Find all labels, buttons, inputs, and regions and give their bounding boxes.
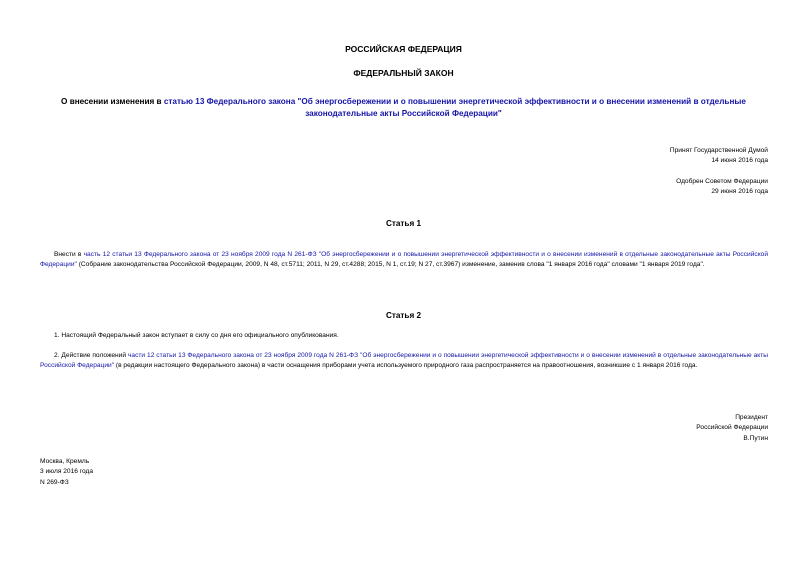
duma-adoption-date: 14 июня 2016 года (711, 157, 768, 165)
council-approval-date: 29 июня 2016 года (711, 188, 768, 196)
signature-title2: Российской Федерации (696, 424, 768, 432)
law-kind-heading: ФЕДЕРАЛЬНЫЙ ЗАКОН (353, 68, 454, 78)
law-title-link[interactable]: статью 13 Федерального закона "Об энергосбережении и о повышении энергетической эффективности и о внесении изменений в отдельные законодательные акты Российской Федерации" (163, 97, 746, 118)
signature-title1: Президент (735, 414, 768, 421)
footer-number: N 269-ФЗ (40, 478, 69, 486)
article1-text-before: Внести в (54, 251, 84, 258)
duma-adoption (670, 146, 768, 167)
article2-para2-after: (в редакции настоящего Федерального закона) в части оснащения приборами учета используемого природного газа распространяется на правоотношения, возникшие с 1 января 2016 года. (114, 362, 698, 370)
article2-para2-before: 2. Действие положений (54, 352, 128, 359)
country-heading: РОССИЙСКАЯ ФЕДЕРАЦИЯ (345, 44, 462, 54)
article1-link[interactable]: часть 12 статьи 13 Федерального закона от 23 ноября 2009 года N 261-ФЗ "Об энергосбережении и о повышении энергетической эффективности и о внесении изменений в отдельные законодательные акты Российской Федерации" (40, 251, 768, 269)
article1-paragraph (40, 250, 768, 271)
article1-text-after: (Собрание законодательства Российской Федерации, 2009, N 48, ст.5711; 2011, N 29, ст.4288; 2015, N 1, ст.19; N 27, ст.3967) изменение, заменив слова "1 января 2016 года" словами "1 января 2019 года". (76, 261, 705, 269)
footer-date: 3 июля 2016 года (40, 468, 94, 476)
duma-adoption-label: Принят Государственной Думой (669, 147, 768, 154)
article2-heading: Статья 2 (385, 311, 422, 320)
council-approval-label: Одобрен Советом Федерации (676, 178, 768, 185)
signature-block (696, 413, 768, 444)
article2-paragraph1: 1. Настоящий Федеральный закон вступает в силу со дня его официального опубликования. (54, 332, 339, 339)
law-title (40, 96, 767, 119)
law-title-prefix: О внесении изменения в (61, 97, 164, 106)
signature-name: В.Путин (743, 434, 768, 442)
article1-heading: Статья 1 (385, 219, 422, 228)
council-approval (676, 177, 768, 198)
article2-para2-link[interactable]: части 12 статьи 13 Федерального закона от 23 ноября 2009 года N 261-ФЗ "Об энергосбережении и о повышении энергетической эффективности и о внесении изменений в отдельные законодательные акты Российской Федерации" (40, 352, 768, 370)
footer-place: Москва, Кремль (40, 458, 90, 465)
footer-block (40, 457, 93, 488)
article2-paragraph2 (40, 351, 768, 372)
